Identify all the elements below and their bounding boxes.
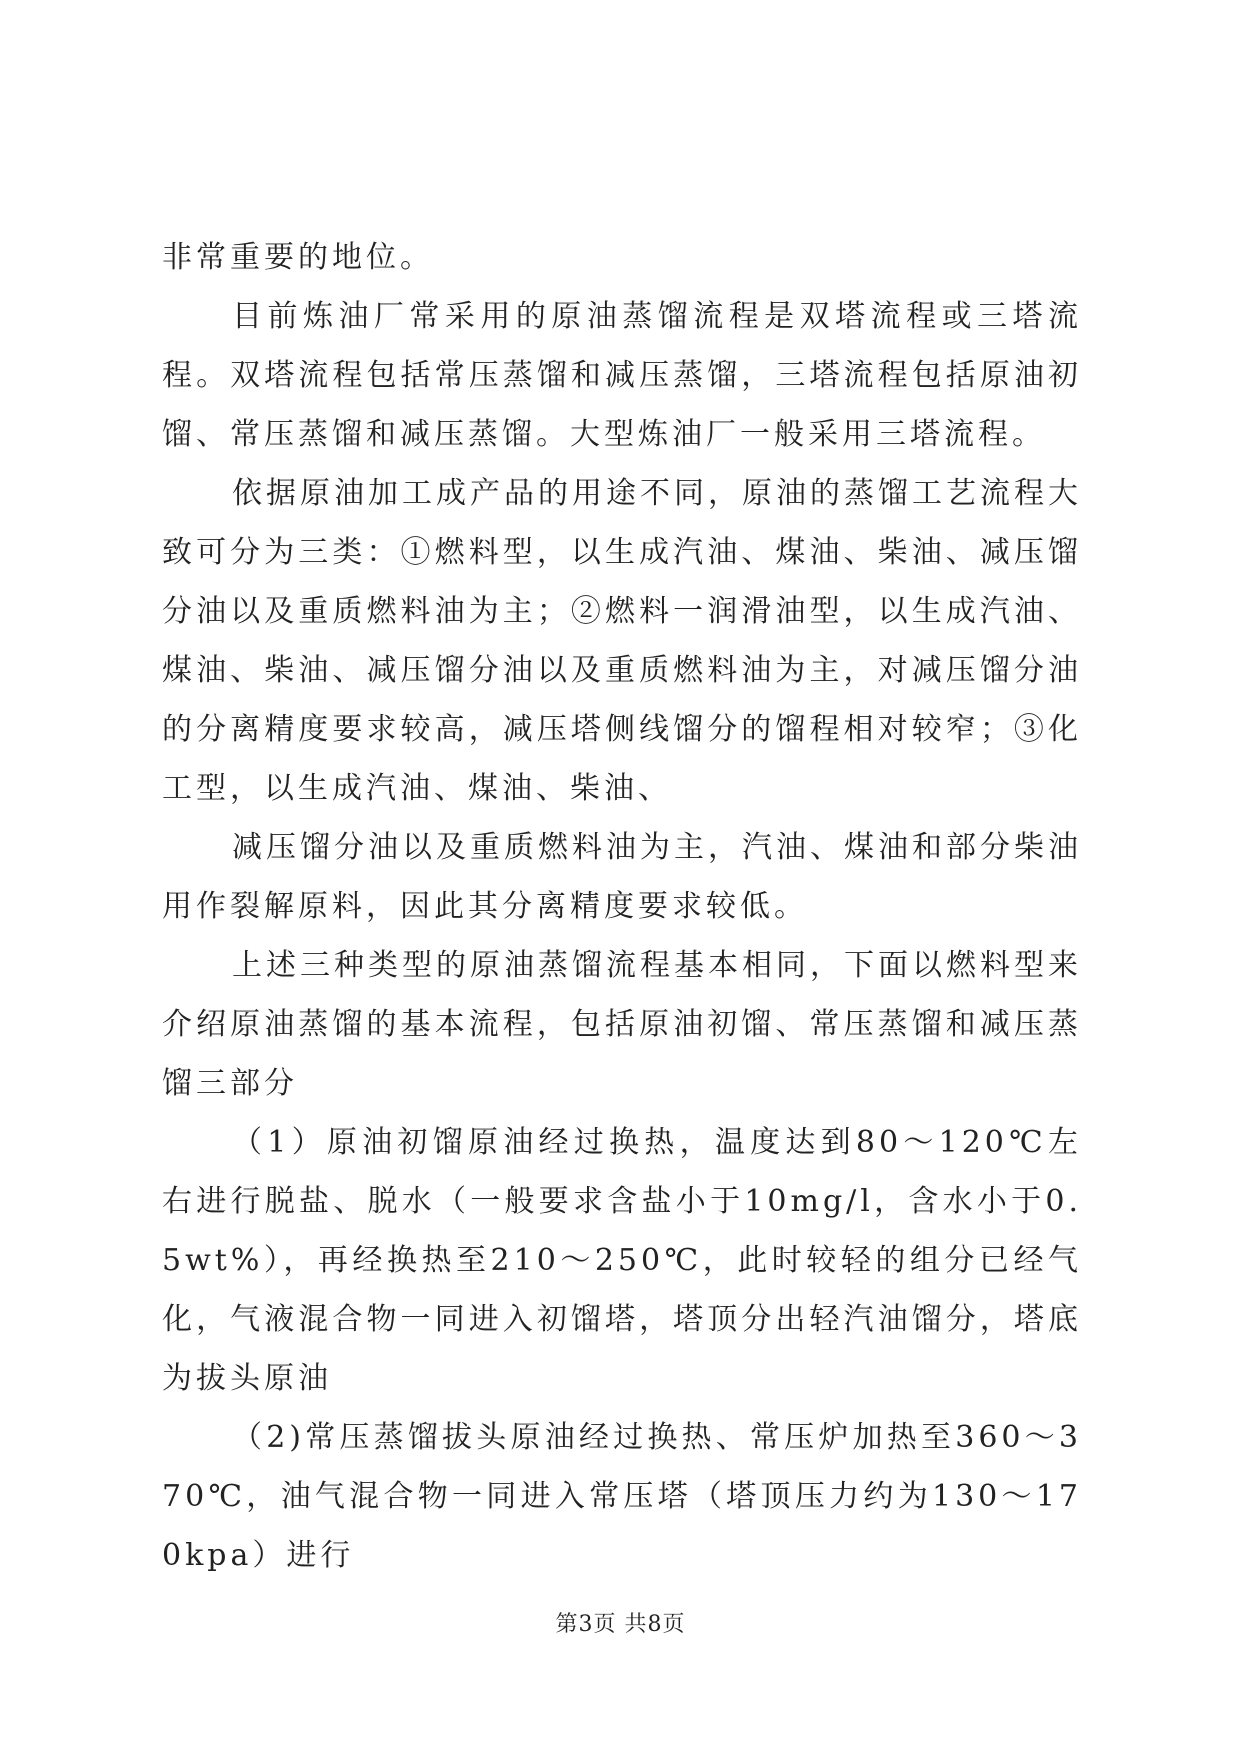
page-footer: 第3页 共8页 — [555, 1612, 686, 1637]
paragraph-chemical-type: 减压馏分油以及重质燃料油为主，汽油、煤油和部分柴油用作裂解原料，因此其分离精度要求较低。 — [162, 830, 1082, 924]
paragraph-atmospheric-distillation: （2)常压蒸馏拔头原油经过换热、常压炉加热至360～370℃，油气混合物一同进入常压塔（塔顶压力约为130～170kpa）进行 — [162, 1420, 1082, 1573]
paragraph-process-types: 依据原油加工成产品的用途不同，原油的蒸馏工艺流程大致可分为三类：①燃料型，以生成汽油、煤油、柴油、减压馏分油以及重质燃料油为主；②燃料一润滑油型，以生成汽油、煤油、柴油、减压馏分油以及重质燃料油为主，对减压馏分油的分离精度要求较高，减压塔侧线馏分的馏程相对较窄；③化工型，以生成汽油、煤油、柴油、 — [162, 476, 1082, 806]
paragraph-continuation: 非常重要的地位。 — [162, 240, 434, 275]
document-body — [162, 228, 1082, 1585]
paragraph-distillation-process: 目前炼油厂常采用的原油蒸馏流程是双塔流程或三塔流程。双塔流程包括常压蒸馏和减压蒸馏，三塔流程包括原油初馏、常压蒸馏和减压蒸馏。大型炼油厂一般采用三塔流程。 — [162, 299, 1082, 452]
paragraph-basic-flow: 上述三种类型的原油蒸馏流程基本相同，下面以燃料型来介绍原油蒸馏的基本流程，包括原油初馏、常压蒸馏和减压蒸馏三部分 — [162, 948, 1082, 1101]
paragraph-initial-distillation: （1）原油初馏原油经过换热，温度达到80～120℃左右进行脱盐、脱水（一般要求含盐小于10mg/l，含水小于0.5wt%），再经换热至210～250℃，此时较轻的组分已经气化，气液混合物一同进入初馏塔，塔顶分出轻汽油馏分，塔底为拔头原油 — [162, 1125, 1082, 1396]
